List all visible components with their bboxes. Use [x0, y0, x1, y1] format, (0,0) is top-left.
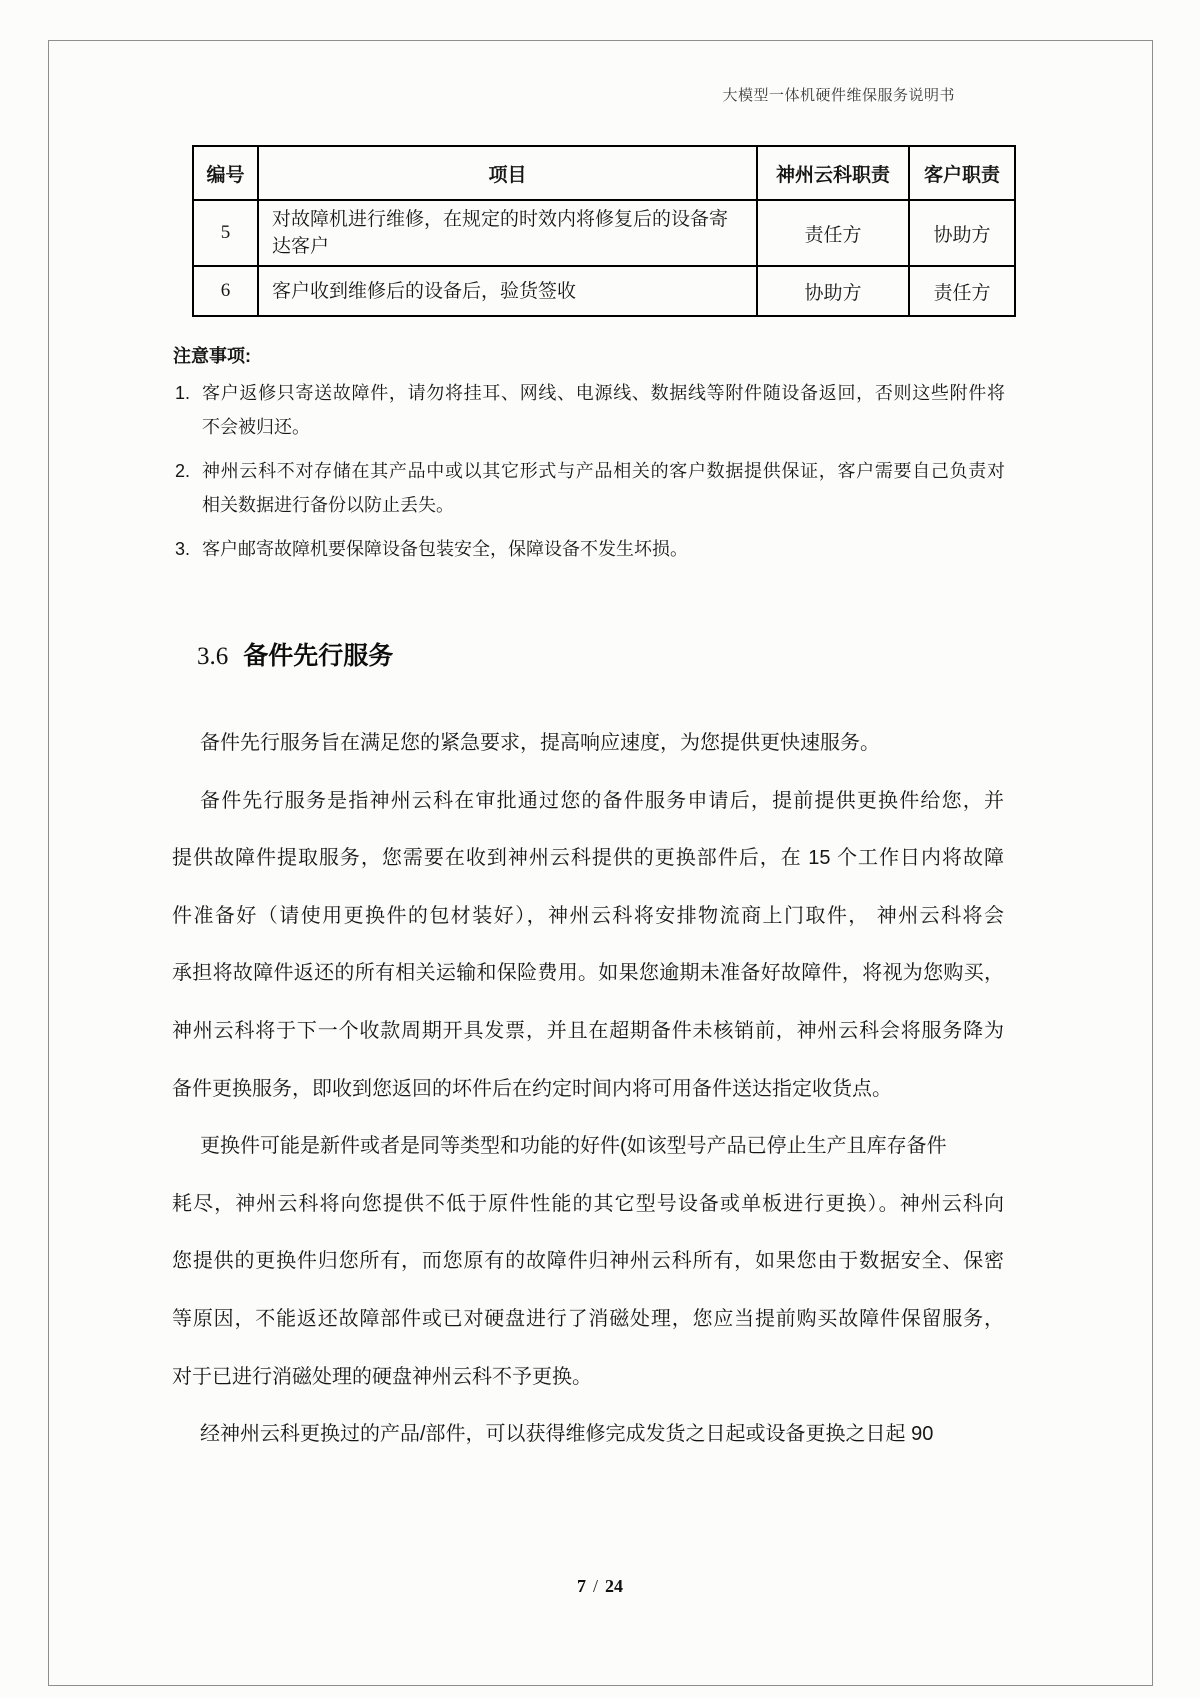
column-header-customer-duty: 客户职责: [909, 146, 1015, 200]
paragraph-line: 备件先行服务是指神州云科在审批通过您的备件服务申请后，提前提供更换件给您，并: [200, 789, 1004, 812]
document-header-title: 大模型一体机硬件维保服务说明书: [722, 88, 955, 104]
list-item-number: 1.: [175, 383, 191, 403]
body-paragraphs: [172, 715, 1004, 1464]
paragraph-line: 提供故障件提取服务，您需要在收到神州云科提供的更换部件后，在 15 个工作日内将故障: [172, 847, 1004, 870]
section-title: 备件先行服务: [243, 642, 394, 670]
paragraph-line: 对于已进行消磁处理的硬盘神州云科不予更换。: [172, 1365, 592, 1388]
notes-title: 注意事项:: [173, 346, 251, 366]
list-item-number: 2.: [175, 461, 191, 481]
page-number-separator: /: [592, 1576, 598, 1596]
list-item-text-line: 神州云科不对存储在其产品中或以其它形式与产品相关的客户数据提供保证，客户需要自己负责对: [202, 461, 1005, 481]
list-item: [173, 532, 1005, 566]
row-item-text: 对故障机进行维修，在规定的时效内将修复后的设备寄达客户: [258, 200, 757, 266]
paragraph-line: 耗尽，神州云科将向您提供不低于原件性能的其它型号设备或单板进行更换）。神州云科向: [172, 1192, 1004, 1215]
responsibility-table: [192, 145, 1016, 317]
paragraph-line: 经神州云科更换过的产品/部件，可以获得维修完成发货之日起或设备更换之日起 90: [200, 1423, 934, 1446]
list-item: [173, 454, 1005, 522]
paragraph-line: 神州云科将于下一个收款周期开具发票，并且在超期备件未核销前，神州云科会将服务降为: [172, 1019, 1004, 1042]
paragraph-line: 更换件可能是新件或者是同等类型和功能的好件(如该型号产品已停止生产且库存备件: [200, 1135, 947, 1158]
section-heading: [197, 636, 393, 672]
list-item-number: 3.: [175, 539, 191, 559]
list-item-text-line: 相关数据进行备份以防止丢失。: [202, 495, 454, 515]
total-page-count: 24: [605, 1576, 623, 1596]
paragraph-line: 您提供的更换件归您所有，而您原有的故障件归神州云科所有，如果您由于数据安全、保密: [172, 1250, 1004, 1273]
column-header-vendor-duty: 神州云科职责: [757, 146, 909, 200]
column-header-item: 项目: [258, 146, 757, 200]
column-header-number: 编号: [193, 146, 258, 200]
paragraph-line: 备件先行服务旨在满足您的紧急要求，提高响应速度，为您提供更快速服务。: [200, 732, 880, 754]
row-customer-role: 协助方: [909, 200, 1015, 266]
list-item-text-line: 客户返修只寄送故障件，请勿将挂耳、网线、电源线、数据线等附件随设备返回，否则这些附件将: [202, 383, 1005, 403]
row-vendor-role: 协助方: [757, 266, 909, 316]
notes-section: [173, 338, 1005, 576]
current-page-number: 7: [576, 1576, 586, 1596]
table-row: [193, 266, 1015, 316]
row-item-text: 客户收到维修后的设备后，验货签收: [258, 266, 757, 316]
row-number: 5: [193, 200, 258, 266]
table-header-row: [193, 146, 1015, 200]
table-row: [193, 200, 1015, 266]
row-vendor-role: 责任方: [757, 200, 909, 266]
paragraph-line: 件准备好（请使用更换件的包材装好），神州云科将安排物流商上门取件， 神州云科将会: [172, 904, 1004, 927]
list-item-text-line: 不会被归还。: [202, 417, 310, 437]
row-number: 6: [193, 266, 258, 316]
paragraph-line: 承担将故障件返还的所有相关运输和保险费用。如果您逾期未准备好故障件，将视为您购买，: [172, 962, 1004, 985]
section-number: 3.6: [197, 643, 229, 670]
list-item: [173, 376, 1005, 444]
page-number-footer: [0, 1576, 1200, 1597]
row-customer-role: 责任方: [909, 266, 1015, 316]
paragraph-line: 备件更换服务，即收到您返回的坏件后在约定时间内将可用备件送达指定收货点。: [172, 1077, 892, 1100]
list-item-text-line: 客户邮寄故障机要保障设备包装安全，保障设备不发生坏损。: [202, 539, 688, 559]
paragraph-line: 等原因，不能返还故障部件或已对硬盘进行了消磁处理，您应当提前购买故障件保留服务，: [172, 1307, 1004, 1330]
